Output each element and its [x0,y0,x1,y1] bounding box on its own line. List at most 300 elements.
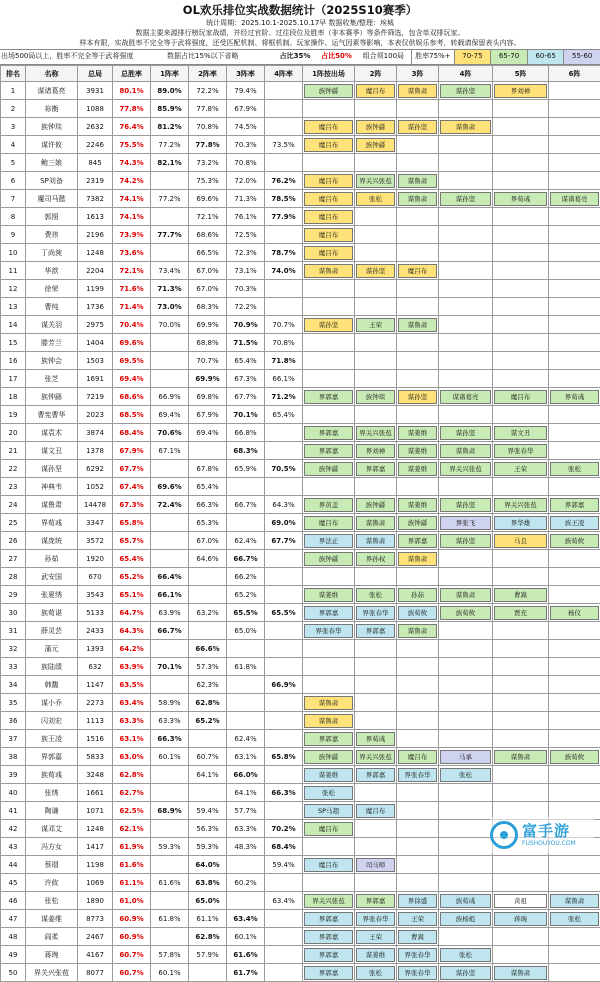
games-cell: 1113 [78,712,113,730]
total-winrate-cell: 76.4% [113,118,151,136]
partner-cell [303,478,355,496]
r1-winrate-cell: 67.1% [151,442,189,460]
rank-cell: 4 [1,136,26,154]
partner-chip: 界郭嘉 [304,444,353,458]
games-cell: 3572 [78,532,113,550]
r3-winrate-cell: 72.3% [227,244,265,262]
partner-cell [355,838,397,856]
partner-chip [398,373,437,385]
partner-chip: 界郭嘉 [304,966,353,980]
partner-chip [398,661,437,673]
partner-cell [439,712,493,730]
r2-winrate-cell: 69.9% [189,370,227,388]
table-row [1,388,600,406]
partner-cell [493,910,549,928]
partner-chip: 谋姜维 [304,768,353,782]
r4-winrate-cell [265,802,303,820]
partner-cell [355,190,397,208]
partner-cell [355,388,397,406]
r2-winrate-cell: 63.8% [189,874,227,892]
r4-winrate-cell: 71.8% [265,352,303,370]
legend-band-70: 70-75 [454,50,491,64]
total-winrate-cell: 65.1% [113,586,151,604]
partner-cell [549,208,600,226]
partner-chip [356,841,395,853]
partner-cell [397,460,439,478]
total-winrate-cell: 65.7% [113,532,151,550]
partner-chip: 蒋琬 [494,912,547,926]
r3-winrate-cell: 68.3% [227,442,265,460]
r3-winrate-cell: 71.3% [227,190,265,208]
partner-chip: 界郭嘉 [398,534,437,548]
partner-cell [439,442,493,460]
games-cell: 3347 [78,514,113,532]
rank-cell: 17 [1,370,26,388]
partner-cell [549,406,600,424]
partner-cell [303,892,355,910]
r2-winrate-cell: 59.4% [189,802,227,820]
partner-chip [550,679,599,691]
partner-chip: 界郭嘉 [356,462,395,476]
r4-winrate-cell [265,154,303,172]
hero-name-cell: 祢衡 [26,100,78,118]
partner-chip [550,805,599,817]
partner-chip [550,715,599,727]
rank-cell: 5 [1,154,26,172]
partner-cell [549,568,600,586]
table-row [1,946,600,964]
partner-chip [398,571,437,583]
total-winrate-cell: 68.5% [113,406,151,424]
games-cell: 1920 [78,550,113,568]
r4-winrate-cell [265,82,303,100]
partner-cell [355,874,397,892]
partner-cell [439,334,493,352]
games-cell: 2273 [78,694,113,712]
r3-winrate-cell: 65.4% [227,352,265,370]
partner-cell [493,478,549,496]
partner-cell [397,514,439,532]
partner-cell [439,352,493,370]
table-row [1,298,600,316]
partner-chip [494,949,547,961]
partner-cell [355,352,397,370]
watermark-brand: 富手游 [522,823,576,840]
partner-cell [439,820,493,838]
partner-cell [439,244,493,262]
partner-cell [355,370,397,388]
partner-chip [440,823,491,835]
r3-winrate-cell: 63.4% [227,910,265,928]
partner-cell [397,262,439,280]
partner-cell [493,874,549,892]
partner-cell [397,388,439,406]
partner-cell [549,172,600,190]
r4-winrate-cell [265,424,303,442]
partner-cell [549,478,600,496]
partner-chip [398,805,437,817]
partner-chip: 界郭嘉 [356,894,395,908]
partner-cell [397,640,439,658]
partner-chip [494,481,547,493]
column-header: 5阵 [493,66,549,82]
rank-cell: 30 [1,604,26,622]
r1-winrate-cell: 77.2% [151,190,189,208]
games-cell: 4167 [78,946,113,964]
partner-chip [550,283,599,295]
spiral-logo-icon [490,821,518,849]
r2-winrate-cell: 57.3% [189,658,227,676]
partner-chip [440,409,491,421]
partner-chip: 族杨彪 [440,912,491,926]
rank-cell: 32 [1,640,26,658]
r3-winrate-cell: 62.4% [227,730,265,748]
partner-cell [439,82,493,100]
partner-cell [439,424,493,442]
rank-cell: 22 [1,460,26,478]
r1-winrate-cell: 66.9% [151,388,189,406]
r1-winrate-cell [151,550,189,568]
r1-winrate-cell: 77.2% [151,136,189,154]
partner-cell [397,838,439,856]
partner-chip [398,409,437,421]
partner-chip [356,823,395,835]
partner-cell [303,748,355,766]
partner-cell [493,640,549,658]
partner-cell [397,280,439,298]
r2-winrate-cell: 66.3% [189,496,227,514]
partner-chip: 谋鲁肃 [398,624,437,638]
partner-cell [549,370,600,388]
rank-cell: 34 [1,676,26,694]
hero-name-cell: 族钟琰 [26,118,78,136]
partner-chip [356,247,395,259]
legend-band-60: 60-65 [527,50,564,64]
partner-cell [397,316,439,334]
legend-band-75: 胜率75%+ [411,50,454,64]
table-row [1,784,600,802]
partner-chip [398,103,437,115]
partner-chip [550,877,599,889]
partner-chip [550,373,599,385]
r2-winrate-cell: 67.8% [189,460,227,478]
partner-chip [494,373,547,385]
total-winrate-cell: 68.6% [113,388,151,406]
partner-cell [493,550,549,568]
rank-cell: 6 [1,172,26,190]
partner-cell [303,946,355,964]
r2-winrate-cell: 63.2% [189,604,227,622]
partner-chip: 魔吕布 [304,138,353,152]
table-row [1,550,600,568]
r3-winrate-cell: 72.2% [227,298,265,316]
partner-cell [493,784,549,802]
partner-chip: 魔吕布 [398,264,437,278]
partner-chip: 族荀攸 [398,606,437,620]
partner-chip [440,481,491,493]
partner-cell [439,406,493,424]
r2-winrate-cell: 68.3% [189,298,227,316]
partner-cell [303,820,355,838]
hero-name-cell: 张夏绣 [26,586,78,604]
partner-cell [439,100,493,118]
games-cell: 3874 [78,424,113,442]
r2-winrate-cell: 56.3% [189,820,227,838]
partner-chip [440,229,491,241]
r3-winrate-cell: 73.1% [227,262,265,280]
partner-cell [355,316,397,334]
partner-cell [549,100,600,118]
r3-winrate-cell: 79.4% [227,82,265,100]
table-row [1,568,600,586]
r3-winrate-cell: 65.5% [227,604,265,622]
partner-chip: 族钟繇 [356,138,395,152]
partner-chip [494,679,547,691]
total-winrate-cell: 62.8% [113,766,151,784]
hero-name-cell: 谋庞统 [26,532,78,550]
partner-cell [549,190,600,208]
partner-chip: 王荣 [356,318,395,332]
partner-chip: 张松 [550,912,599,926]
partner-chip [398,157,437,169]
partner-chip [304,643,353,655]
partner-cell [397,658,439,676]
partner-chip [494,877,547,889]
r3-winrate-cell: 65.2% [227,586,265,604]
games-cell: 1661 [78,784,113,802]
column-header: 4阵 [439,66,493,82]
partner-cell [355,334,397,352]
r4-winrate-cell [265,946,303,964]
partner-chip [440,337,491,349]
r2-winrate-cell: 72.1% [189,208,227,226]
partner-cell [397,730,439,748]
partner-cell [549,280,600,298]
partner-cell [355,496,397,514]
partner-chip: 界郭嘉 [304,606,353,620]
total-winrate-cell: 68.4% [113,424,151,442]
r2-winrate-cell: 64.6% [189,550,227,568]
partner-cell [493,172,549,190]
partner-chip: 谋姜维 [398,498,437,512]
table-row [1,190,600,208]
partner-chip: 魔吕布 [304,192,353,206]
partner-chip: 谋鲁肃 [356,516,395,530]
partner-cell [493,928,549,946]
r1-winrate-cell: 82.1% [151,154,189,172]
partner-cell [303,856,355,874]
partner-chip: 张松 [356,966,395,980]
partner-chip: 魔吕布 [304,120,353,134]
partner-chip: 界郭嘉 [304,426,353,440]
partner-chip [550,355,599,367]
partner-chip [550,733,599,745]
partner-cell [303,190,355,208]
partner-cell [303,514,355,532]
hero-name-cell: 族陆绩 [26,658,78,676]
partner-chip: 界郭嘉 [304,912,353,926]
hero-name-cell: 界荀彧 [26,514,78,532]
partner-cell [439,550,493,568]
r4-winrate-cell: 66.3% [265,784,303,802]
table-row [1,640,600,658]
partner-chip [398,643,437,655]
r2-winrate-cell: 70.8% [189,118,227,136]
partner-chip [356,337,395,349]
partner-chip [398,139,437,151]
partner-cell [439,658,493,676]
legend-sample-note: 出场500局以上，胜率不完全等于武将强度 [0,50,166,64]
hero-name-cell: 谋文丑 [26,442,78,460]
partner-chip [494,715,547,727]
partner-chip [550,661,599,673]
games-cell: 5833 [78,748,113,766]
partner-cell [397,298,439,316]
partner-cell [397,784,439,802]
partner-cell [397,424,439,442]
partner-cell [493,694,549,712]
rank-cell: 40 [1,784,26,802]
rank-cell: 18 [1,388,26,406]
partner-chip: 谋孙坚 [440,192,491,206]
partner-cell [355,766,397,784]
partner-cell [439,856,493,874]
partner-cell [549,388,600,406]
table-row [1,352,600,370]
partner-cell [303,496,355,514]
partner-cell [303,766,355,784]
r3-winrate-cell: 70.8% [227,154,265,172]
partner-chip [440,355,491,367]
hero-name-cell: 武安国 [26,568,78,586]
partner-cell [355,262,397,280]
partner-chip: 界关兴张苞 [356,426,395,440]
r4-winrate-cell: 65.8% [265,748,303,766]
note-line: 样本有限，实战胜率不完全等于武将强度，还受匹配机制、将框机制、玩家操作、运气因素等影响，本表仅供娱乐参考，转载请保留表头内容。 [0,38,600,48]
partner-chip [494,265,547,277]
partner-cell [439,496,493,514]
partner-chip: 张松 [440,768,491,782]
partner-chip [356,877,395,889]
r2-winrate-cell: 64.0% [189,856,227,874]
partner-cell [493,496,549,514]
partner-chip: 张松 [304,786,353,800]
partner-chip [494,175,547,187]
table-row [1,676,600,694]
watermark [490,817,594,853]
total-winrate-cell: 64.3% [113,622,151,640]
r1-winrate-cell [151,208,189,226]
partner-cell [303,370,355,388]
partner-cell [303,604,355,622]
partner-chip [304,373,353,385]
partner-cell [397,442,439,460]
r2-winrate-cell: 60.7% [189,748,227,766]
games-cell: 3931 [78,82,113,100]
r2-winrate-cell: 69.9% [189,316,227,334]
partner-cell [303,118,355,136]
partner-cell [549,640,600,658]
partner-chip [550,967,599,979]
partner-chip [550,247,599,259]
partner-cell [355,622,397,640]
rank-cell: 42 [1,820,26,838]
partner-chip [304,355,353,367]
partner-chip [550,103,599,115]
r4-winrate-cell: 63.4% [265,892,303,910]
r1-winrate-cell: 66.7% [151,622,189,640]
r4-winrate-cell [265,730,303,748]
r1-winrate-cell [151,172,189,190]
partner-cell [355,820,397,838]
partner-chip [356,373,395,385]
games-cell: 3248 [78,766,113,784]
r3-winrate-cell [227,676,265,694]
partner-cell [303,550,355,568]
r1-winrate-cell: 72.4% [151,496,189,514]
partner-chip: 界张春华 [398,768,437,782]
partner-chip [550,301,599,313]
partner-cell [549,316,600,334]
r1-winrate-cell: 71.3% [151,280,189,298]
hero-name-cell: 谋邓艾 [26,820,78,838]
total-winrate-cell: 60.7% [113,964,151,982]
meta-line: 统计周期：2025.10.1-2025.10.17早 数据收集/整理：埃城 [0,18,600,28]
partner-chip [550,157,599,169]
r4-winrate-cell: 70.7% [265,316,303,334]
partner-cell [493,892,549,910]
partner-chip [550,859,599,871]
partner-chip [550,445,599,457]
partner-chip: 谋姜维 [304,588,353,602]
partner-cell [397,478,439,496]
r4-winrate-cell [265,586,303,604]
partner-chip [304,301,353,313]
table-row [1,514,600,532]
partner-cell [303,676,355,694]
partner-cell [355,280,397,298]
table-row [1,460,600,478]
r2-winrate-cell: 70.7% [189,352,227,370]
total-winrate-cell: 77.8% [113,100,151,118]
hero-name-cell: 陶谦 [26,802,78,820]
total-winrate-cell: 63.4% [113,694,151,712]
hero-name-cell: 神典韦 [26,478,78,496]
rank-cell: 11 [1,262,26,280]
rank-cell: 31 [1,622,26,640]
r1-winrate-cell: 81.2% [151,118,189,136]
partner-cell [355,928,397,946]
hero-name-cell: 界关兴张苞 [26,964,78,982]
partner-chip: 谋鲁肃 [304,696,353,710]
partner-chip [550,481,599,493]
partner-chip: 界张春华 [356,912,395,926]
r3-winrate-cell: 63.3% [227,820,265,838]
r1-winrate-cell [151,928,189,946]
partner-chip [440,787,491,799]
total-winrate-cell: 61.6% [113,856,151,874]
partner-chip [440,859,491,871]
table-row [1,316,600,334]
partner-cell [303,100,355,118]
r4-winrate-cell [265,766,303,784]
partner-cell [355,406,397,424]
hero-name-cell: 郭照 [26,208,78,226]
partner-chip: 界刘禅 [494,84,547,98]
table-row [1,748,600,766]
partner-chip [494,769,547,781]
r2-winrate-cell [189,568,227,586]
